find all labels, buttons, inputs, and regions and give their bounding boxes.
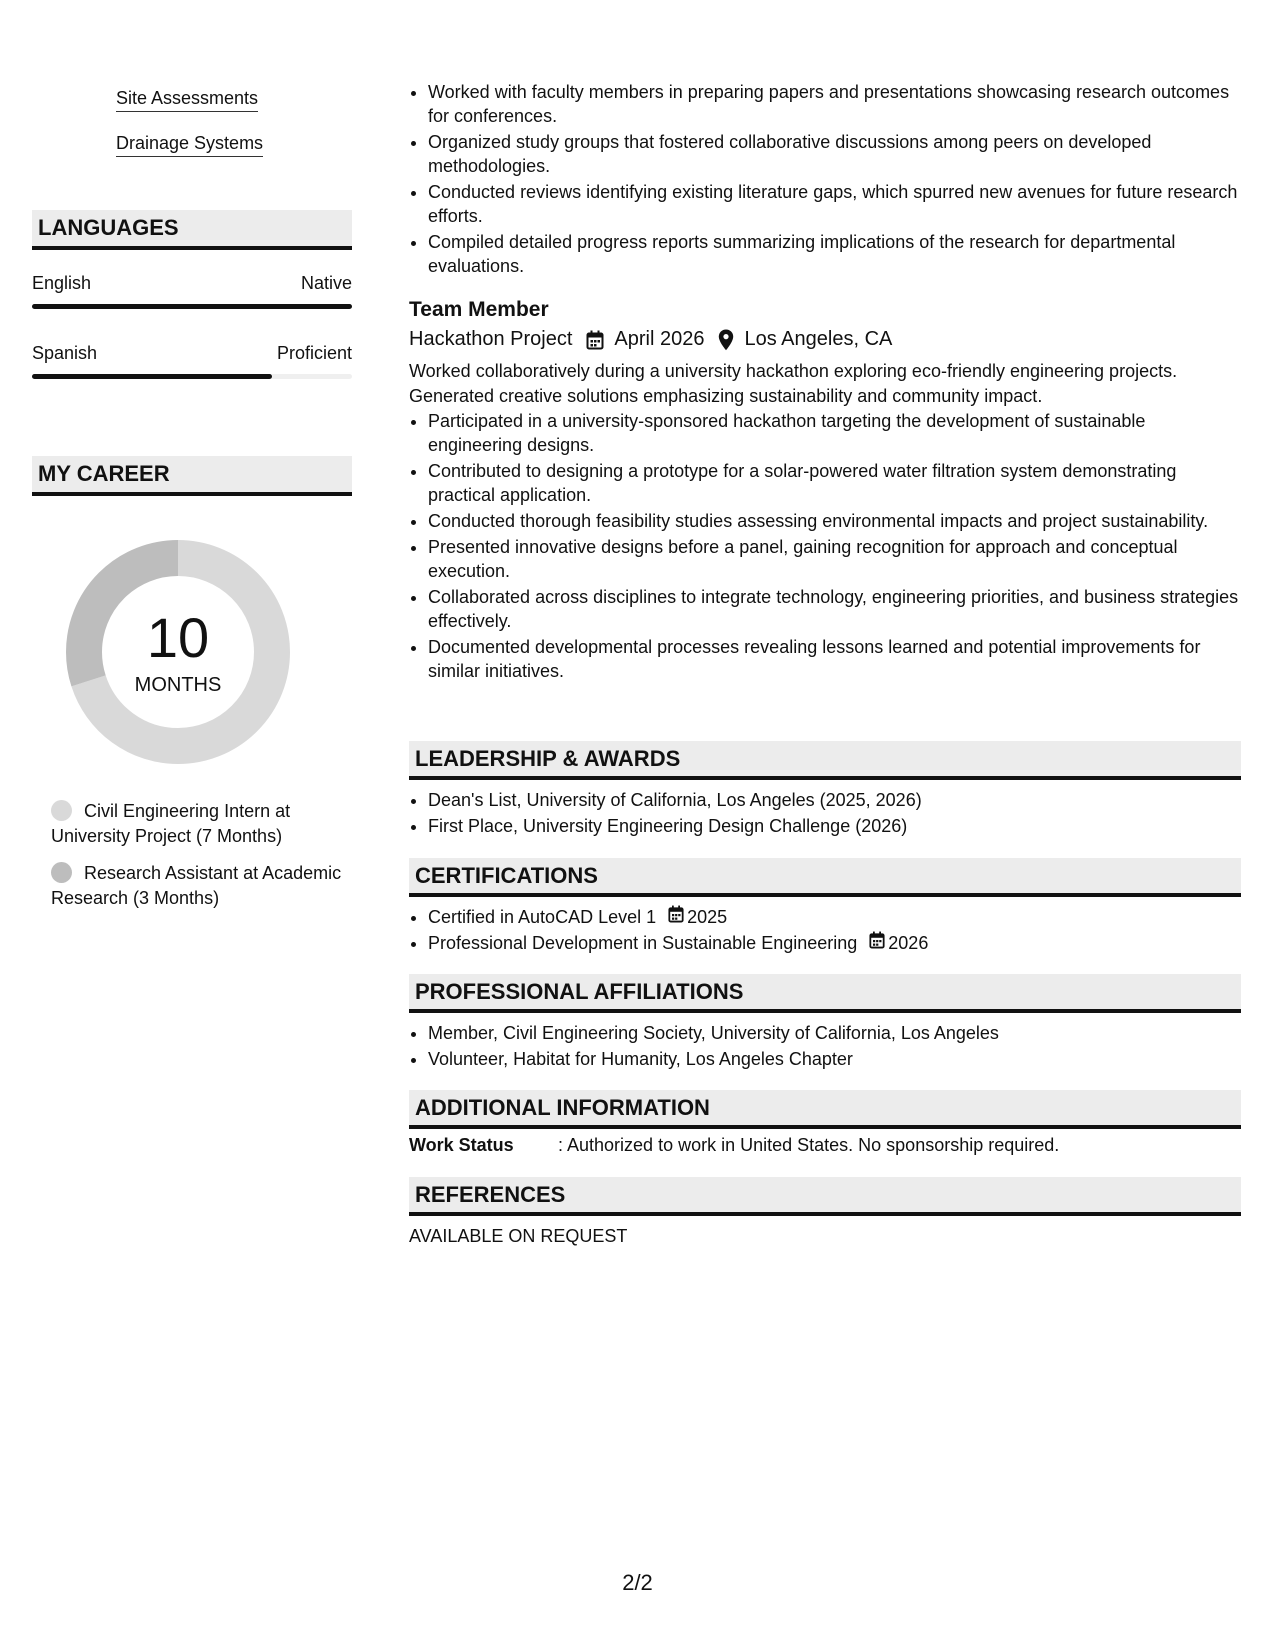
references-text: AVAILABLE ON REQUEST (409, 1226, 628, 1246)
skill-drainage-systems[interactable]: Drainage Systems (116, 133, 263, 157)
career-total-months: 10 (146, 606, 210, 669)
affiliations-list (409, 1021, 1241, 1071)
career-legend-item (51, 861, 351, 911)
affiliations-heading: PROFESSIONAL AFFILIATIONS (409, 974, 1241, 1013)
list-item (428, 905, 1241, 929)
page-number: 2/2 (622, 1570, 653, 1595)
list-item: • Worked with faculty members in preparing papers and presentations showcasing research outcomes for conferences. (428, 80, 1241, 128)
additional-info-heading: ADDITIONAL INFORMATION (409, 1090, 1241, 1129)
leadership-list (409, 788, 1241, 838)
leadership-section (409, 741, 1241, 840)
language-bar-english (32, 304, 352, 309)
job-location: Los Angeles, CA (744, 328, 893, 350)
career-legend-text: Research Assistant at Academic Research (3 Months) (51, 863, 342, 908)
references-heading: REFERENCES (409, 1177, 1241, 1216)
job-date: April 2026 (614, 328, 705, 350)
language-level: Proficient (276, 343, 352, 363)
certifications-list (409, 905, 1241, 955)
certifications-heading: CERTIFICATIONS (409, 858, 1241, 897)
cert-name: Professional Development in Sustainable Engineering (428, 933, 858, 953)
job-title: Team Member (409, 298, 549, 321)
work-status-label: Work Status (409, 1135, 514, 1155)
list-item: • Conducted thorough feasibility studies assessing environmental impacts and project sustainability. (428, 509, 1241, 533)
language-name: Spanish (32, 343, 98, 363)
language-bar-fill (32, 304, 352, 309)
legend-dot (51, 800, 72, 821)
job-bullet-list (409, 409, 1241, 683)
legend-dot (51, 862, 72, 883)
list-item: • Compiled detailed progress reports summarizing implications of the research for departmental evaluations. (428, 230, 1241, 278)
list-item: • First Place, University Engineering Design Challenge (2026) (428, 814, 1241, 838)
list-item: • Volunteer, Habitat for Humanity, Los Angeles Chapter (428, 1047, 1241, 1071)
career-legend-text: Civil Engineering Intern at University Project (7 Months) (51, 801, 291, 846)
job-summary: Worked collaboratively during a university hackathon exploring eco-friendly engineering projects. Generated creative solutions emphasizing sustainability and community impact. (409, 361, 1178, 406)
languages-heading: LANGUAGES (32, 210, 352, 250)
cert-name: Certified in AutoCAD Level 1 (428, 907, 657, 927)
work-status-value: : Authorized to work in United States. No sponsorship required. (558, 1135, 1060, 1155)
research-bullet-list (409, 80, 1241, 278)
team-member-entry (409, 298, 1241, 685)
calendar-icon (869, 931, 888, 955)
additional-info-section (409, 1090, 1241, 1165)
cert-year: 2025 (687, 907, 728, 927)
career-donut-chart (66, 540, 290, 764)
career-legend-item (51, 799, 351, 849)
affiliations-section (409, 974, 1241, 1073)
calendar-icon (586, 330, 604, 350)
career-heading: MY CAREER (32, 456, 352, 496)
list-item: • Contributed to designing a prototype for a solar-powered water filtration system demonstrating practical application. (428, 459, 1241, 507)
language-name: English (32, 273, 92, 293)
job-company: Hackathon Project (409, 328, 573, 350)
leadership-heading: LEADERSHIP & AWARDS (409, 741, 1241, 780)
language-bar-spanish (32, 374, 352, 379)
list-item: • Documented developmental processes revealing lessons learned and potential improvements for similar initiatives. (428, 635, 1241, 683)
list-item: • Presented innovative designs before a panel, gaining recognition for approach and conceptual execution. (428, 535, 1241, 583)
job-meta (409, 328, 1241, 351)
calendar-icon (668, 905, 687, 929)
location-pin-icon (718, 329, 734, 351)
research-bullets (409, 80, 1241, 280)
list-item: • Member, Civil Engineering Society, University of California, Los Angeles (428, 1021, 1241, 1045)
language-level: Native (300, 273, 352, 293)
list-item (428, 931, 1241, 955)
work-status-row (409, 1135, 1241, 1165)
list-item: • Participated in a university-sponsored hackathon targeting the development of sustainable engineering designs. (428, 409, 1241, 457)
references-section (409, 1177, 1241, 1249)
list-item: • Conducted reviews identifying existing literature gaps, which spurred new avenues for future research efforts. (428, 180, 1241, 228)
certifications-section (409, 858, 1241, 957)
list-item: • Dean's List, University of California, Los Angeles (2025, 2026) (428, 788, 1241, 812)
career-months-label: MONTHS (134, 674, 222, 696)
language-bar-fill (32, 374, 272, 379)
skill-site-assessments[interactable]: Site Assessments (116, 88, 258, 112)
list-item: • Collaborated across disciplines to integrate technology, engineering priorities, and business strategies effectively. (428, 585, 1241, 633)
cert-year: 2026 (888, 933, 929, 953)
list-item: • Organized study groups that fostered collaborative discussions among peers on developed methodologies. (428, 130, 1241, 178)
